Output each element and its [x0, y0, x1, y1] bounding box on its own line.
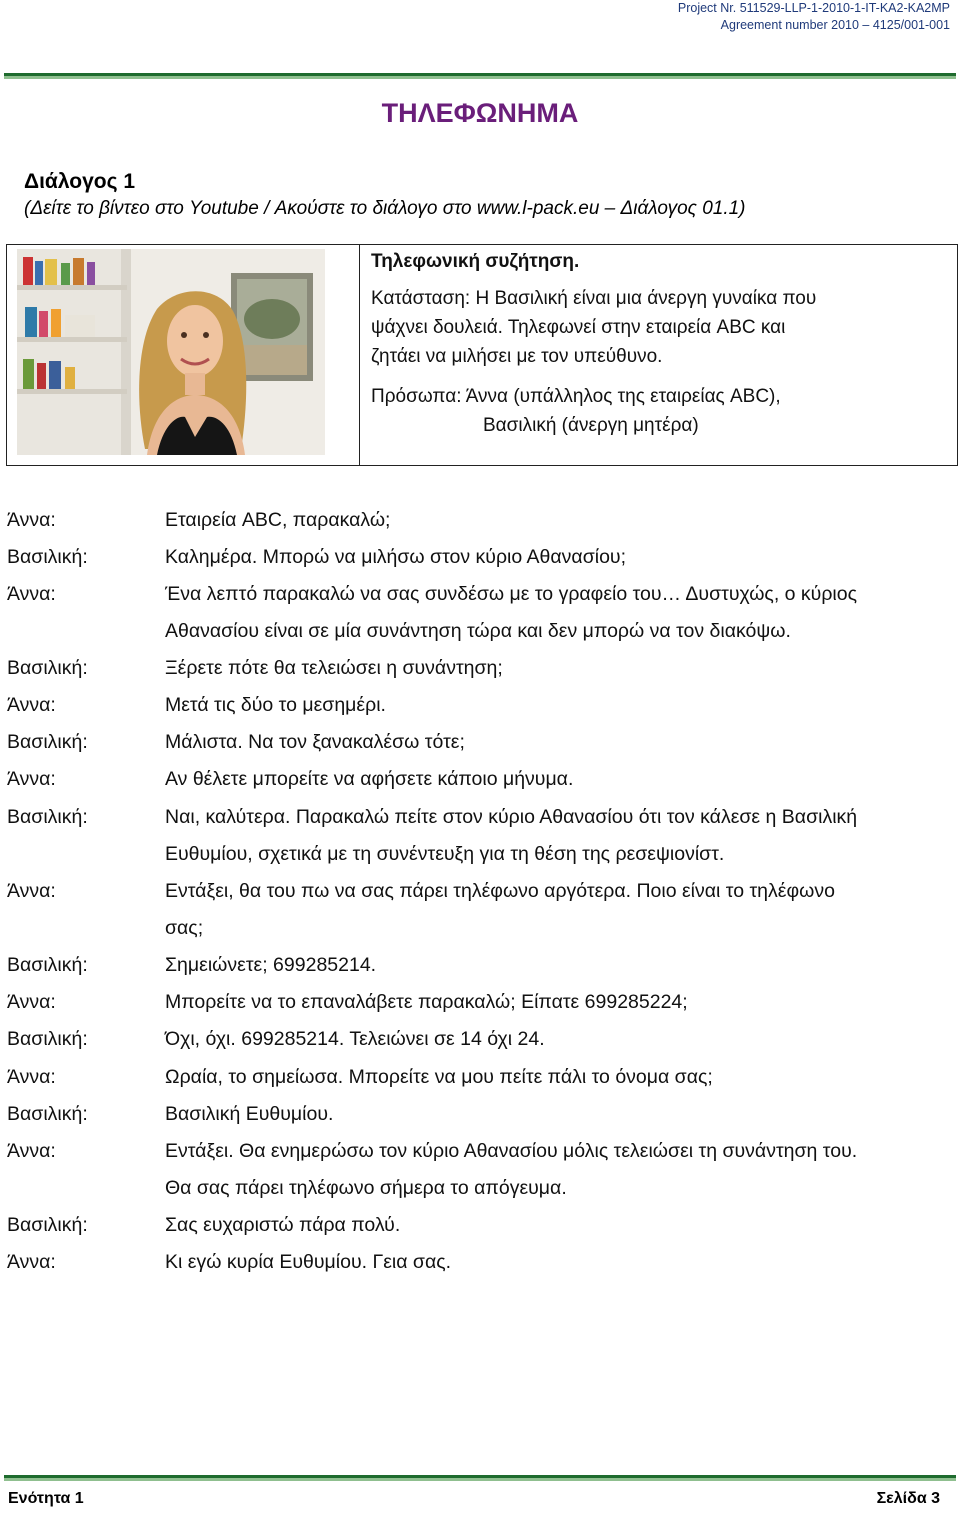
- persons-line-1: Πρόσωπα: Άννα (υπάλληλος της εταιρείας ABC),: [371, 386, 781, 407]
- speaker-label: Άννα:: [7, 768, 56, 790]
- utterance: Ναι, καλύτερα. Παρακαλώ πείτε στον κύριο Αθανασίου ότι τον κάλεσε η Βασιλική: [165, 806, 858, 828]
- speaker-label: Βασιλική:: [7, 546, 88, 568]
- utterance: Σας ευχαριστώ πάρα πολύ.: [165, 1214, 401, 1236]
- speaker-label: Βασιλική:: [7, 731, 88, 753]
- utterance: Εντάξει, θα του πω να σας πάρει τηλέφωνο αργότερα. Ποιο είναι το τηλέφωνο: [165, 880, 835, 902]
- utterance: Ωραία, το σημείωσα. Μπορείτε να μου πείτε πάλι το όνομα σας;: [165, 1066, 713, 1088]
- utterance-continuation: Ευθυμίου, σχετικά με τη συνέντευξη για τη θέση της ρεσεψιονίστ.: [165, 843, 725, 865]
- utterance: Σημειώνετε; 699285214.: [165, 954, 377, 976]
- box-divider: [359, 245, 360, 465]
- speaker-label: Βασιλική:: [7, 806, 88, 828]
- footer-rule: [4, 1475, 956, 1481]
- header-rule: [4, 73, 956, 79]
- speaker-label: Άννα:: [7, 880, 56, 902]
- situation-line-2: ψάχνει δουλειά. Τηλεφωνεί στην εταιρεία ABC και: [371, 317, 786, 338]
- intro-topic: Τηλεφωνική συζήτηση.: [371, 251, 580, 272]
- speaker-label: Βασιλική:: [7, 1214, 88, 1236]
- utterance: Βασιλική Ευθυμίου.: [165, 1103, 334, 1125]
- speaker-label: Άννα:: [7, 509, 56, 531]
- agreement-number: Agreement number 2010 – 4125/001-001: [720, 18, 950, 32]
- situation-line-1: Κατάσταση: Η Βασιλική είναι μια άνεργη γυναίκα που: [371, 288, 817, 309]
- footer-unit: Ενότητα 1: [8, 1490, 84, 1507]
- utterance-continuation: σας;: [165, 917, 204, 939]
- project-number: Project Nr. 511529-LLP-1-2010-1-IT-KA2-KA2MP: [677, 1, 950, 15]
- speaker-label: Άννα:: [7, 1140, 56, 1162]
- situation-line-3: ζητάει να μιλήσει με τον υπεύθυνο.: [371, 346, 663, 367]
- speaker-label: Βασιλική:: [7, 1103, 88, 1125]
- speaker-label: Βασιλική:: [7, 657, 88, 679]
- utterance: Μπορείτε να το επαναλάβετε παρακαλώ; Είπατε 699285224;: [165, 991, 688, 1013]
- speaker-label: Βασιλική:: [7, 1028, 88, 1050]
- woman-photo: [17, 249, 325, 455]
- page-title: ΤΗΛΕΦΩΝΗΜΑ: [381, 98, 579, 128]
- utterance: Εντάξει. Θα ενημερώσω τον κύριο Αθανασίου μόλις τελειώσει τη συνάντηση του.: [165, 1140, 858, 1162]
- footer-page-number: Σελίδα 3: [876, 1490, 940, 1507]
- speaker-label: Άννα:: [7, 583, 56, 605]
- utterance: Αν θέλετε μπορείτε να αφήσετε κάποιο μήνυμα.: [165, 768, 574, 790]
- photo-illustration: [17, 249, 325, 455]
- utterance: Μετά τις δύο το μεσημέρι.: [165, 694, 386, 716]
- intro-text: [371, 245, 949, 440]
- utterance: Μάλιστα. Να τον ξανακαλέσω τότε;: [165, 731, 465, 753]
- persons-line-2: Βασιλική (άνεργη μητέρα): [483, 415, 699, 436]
- utterance: Κι εγώ κυρία Ευθυμίου. Γεια σας.: [165, 1251, 452, 1273]
- dialogue-subheading: (Δείτε το βίντεο στο Youtube / Ακούστε το διάλογο στο www.l-pack.eu – Διάλογος 01.1): [24, 198, 746, 219]
- speaker-label: Άννα:: [7, 991, 56, 1013]
- utterance-continuation: Θα σας πάρει τηλέφωνο σήμερα το απόγευμα.: [165, 1177, 567, 1199]
- utterance: Ξέρετε πότε θα τελειώσει η συνάντηση;: [165, 657, 503, 679]
- speaker-label: Βασιλική:: [7, 954, 88, 976]
- utterance-continuation: Αθανασίου είναι σε μία συνάντηση τώρα και δεν μπορώ να τον διακόψω.: [165, 620, 791, 642]
- speaker-label: Άννα:: [7, 1251, 56, 1273]
- utterance: Καλημέρα. Μπορώ να μιλήσω στον κύριο Αθανασίου;: [165, 546, 626, 568]
- utterance: Εταιρεία ABC, παρακαλώ;: [165, 509, 391, 531]
- speaker-label: Άννα:: [7, 1066, 56, 1088]
- speaker-label: Άννα:: [7, 694, 56, 716]
- utterance: Ένα λεπτό παρακαλώ να σας συνδέσω με το γραφείο του… Δυστυχώς, ο κύριος: [165, 583, 858, 605]
- page-header: [678, 0, 950, 34]
- utterance: Όχι, όχι. 699285214. Τελειώνει σε 14 όχι 24.: [165, 1028, 545, 1050]
- intro-box: [6, 244, 958, 466]
- dialogue-heading: Διάλογος 1: [24, 170, 136, 193]
